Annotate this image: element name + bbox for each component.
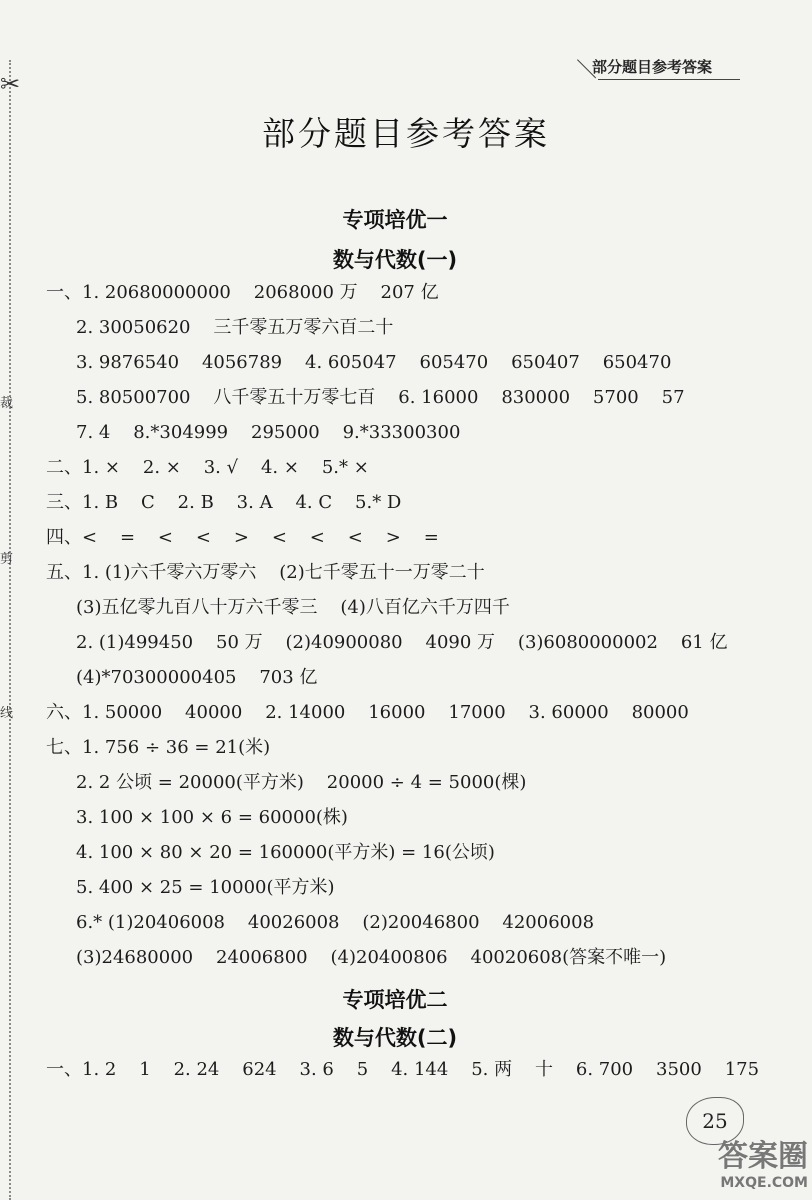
answer-line: 7. 4 8.*304999 295000 9.*33300300 (76, 422, 461, 443)
answer-line: 3. 9876540 4056789 4. 605047 605470 650407 650470 (76, 352, 672, 373)
answer-line: 七、1. 756 ÷ 36 = 21(米) (46, 737, 271, 758)
section-subheading: 数与代数(一) (332, 248, 458, 272)
page-number: 25 (702, 1109, 728, 1133)
answer-line: 一、1. 20680000000 2068000 万 207 亿 (46, 282, 439, 303)
section-subheading: 数与代数(二) (332, 1026, 458, 1050)
watermark-title: 答案圈 (718, 1139, 808, 1174)
answer-line: 六、1. 50000 40000 2. 14000 16000 17000 3. 60000 80000 (46, 702, 689, 723)
answer-line: (3)24680000 24006800 (4)20400806 40020608(答案不唯一) (76, 947, 667, 968)
answer-line: 二、1. × 2. × 3. √ 4. × 5.* × (46, 457, 369, 478)
running-header: 部分题目参考答案 (592, 58, 713, 76)
answer-line: 一、1. 2 1 2. 24 624 3. 6 5 4. 144 5. 两 十 6. 700 3500 175 (46, 1059, 760, 1080)
answer-line: 2. 2 公顷 = 20000(平方米) 20000 ÷ 4 = 5000(棵) (76, 772, 527, 793)
answer-line: 5. 400 × 25 = 10000(平方米) (76, 877, 335, 898)
answer-line: 5. 80500700 八千零五十万零七百 6. 16000 830000 5700 57 (76, 387, 685, 408)
section-heading: 专项培优一 (342, 208, 448, 232)
answer-line: 2. (1)499450 50 万 (2)40900080 4090 万 (3)6080000002 61 亿 (76, 632, 728, 653)
header-rule (598, 79, 740, 80)
answer-line: 三、1. B C 2. B 3. A 4. C 5.* D (46, 492, 402, 513)
margin-mark-trim: 剪 (0, 552, 14, 567)
answer-line: 五、1. (1)六千零六万零六 (2)七千零五十一万零二十 (46, 562, 485, 583)
watermark-url: MXQE.COM (720, 1175, 808, 1191)
page-title: 部分题目参考答案 (262, 114, 550, 153)
margin-mark-cut: 裁 (0, 396, 14, 411)
answer-line: 2. 30050620 三千零五万零六百二十 (76, 317, 394, 338)
answer-line: 四、< = < < > < < < > = (46, 527, 439, 548)
answer-line: (4)*70300000405 703 亿 (76, 667, 318, 688)
section-heading: 专项培优二 (342, 988, 448, 1012)
watermark (684, 1140, 808, 1198)
margin-mark-line: 线 (0, 706, 14, 721)
answer-line: 6.* (1)20406008 40026008 (2)20046800 42006008 (76, 912, 595, 933)
answer-line: (3)五亿零九百八十万六千零三 (4)八百亿六千万四千 (76, 597, 510, 618)
scissors-icon: ✂ (0, 70, 21, 98)
answer-line: 4. 100 × 80 × 20 = 160000(平方米) = 16(公顷) (76, 842, 495, 863)
answer-line: 3. 100 × 100 × 6 = 60000(株) (76, 807, 348, 828)
